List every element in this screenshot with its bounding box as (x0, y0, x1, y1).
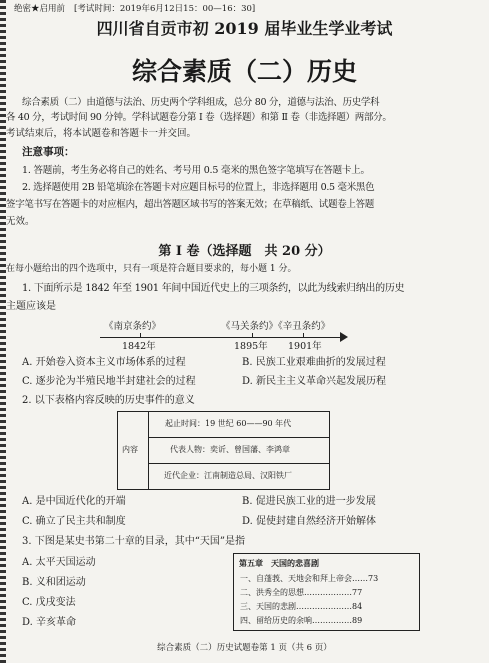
q2-option-a: A. 是中国近代化的开端 (22, 496, 126, 507)
exam-time: [考试时间：2019年6月12日15：00—16：30] (74, 4, 256, 14)
page-footer: 综合素质（二）历史试题卷第 1 页（共 6 页） (157, 643, 332, 653)
q1-option-d: D. 新民主主义革命兴起发展历程 (242, 376, 387, 387)
paper-subtitle: 综合素质（二）历史 (131, 57, 357, 86)
q1-option-c: C. 逐步沦为半殖民地半封建社会的过程 (22, 376, 196, 387)
q2-option-d: D. 促使封建自然经济开始解体 (242, 516, 377, 527)
notes-heading: 注意事项： (22, 146, 75, 158)
q3-stem: 3. 下图是某史书第二十章的目录，其中“天国”是指 (22, 536, 245, 547)
treaty-maguan-xinchou: 《马关条约》《辛丑条约》 (221, 321, 331, 332)
q2-row-enterprises: 近代企业：江南制造总局、汉阳铁厂 (164, 471, 292, 480)
q3-option-a: A. 太平天国运动 (22, 557, 96, 568)
intro-line-3: 考试结束后，将本试题卷和答题卡一并交回。 (6, 128, 197, 139)
tick-1895 (252, 333, 253, 338)
q1-option-b: B. 民族工业艰难曲折的发展过程 (242, 357, 386, 368)
q3-option-c: C. 戊戌变法 (22, 597, 76, 608)
q2-option-c: C. 确立了民主共和制度 (22, 516, 126, 527)
note-1: 1. 答题前，考生务必将自己的姓名、考号用 0.5 毫米的黑色签字笔填写在答题卡上。 (22, 165, 370, 176)
year-1901: 1901年 (288, 341, 322, 352)
q3-option-b: B. 义和团运动 (22, 577, 86, 588)
intro-line-2: 各 40 分，考试时间 90 分钟。学科试题卷分第 Ⅰ 卷（选择题）和第 Ⅱ 卷（非选择题）两部分。 (6, 112, 392, 123)
intro-line-1: 综合素质（二）由道德与法治、历史两个学科组成，总分 80 分，道德与法治、历史学科 (22, 97, 380, 108)
section-heading: 第 Ⅰ 卷（选择题 共 20 分） (158, 244, 331, 259)
tick-1901 (303, 333, 304, 338)
secret-label: 绝密★启用前 (14, 4, 66, 14)
q2-row-line-2 (148, 463, 329, 464)
q2-row-time: 起止时间：19 世纪 60——90 年代 (165, 419, 292, 428)
note-2b: 签字笔书写在答题卡的对应框内，超出答题区域书写的答案无效；在草稿纸、试题卷上答题 (6, 199, 375, 210)
binding-edge (0, 0, 6, 663)
q2-row-line-1 (148, 437, 329, 438)
toc-item-4: 四、留给历史的余响……………89 (240, 616, 363, 625)
q2-table-divider (148, 411, 149, 489)
q1-stem-2: 主题应该是 (6, 301, 56, 312)
q1-stem-1: 1. 下面所示是 1842 年至 1901 年间中国近代史上的三项条约，以此为线索归纳出的历史 (22, 283, 405, 294)
toc-item-1: 一、自蓬莪、天地会和拜上帝会……73 (240, 574, 379, 583)
year-1842: 1842年 (122, 341, 156, 352)
exam-title: 四川省自贡市初 2019 届毕业生学业考试 (96, 19, 393, 38)
timeline-arrow-icon (340, 332, 348, 342)
q1-option-a: A. 开始卷入资本主义市场体系的过程 (22, 357, 186, 368)
q3-option-d: D. 辛亥革命 (22, 617, 77, 628)
note-2c: 无效。 (6, 216, 35, 227)
toc-item-3: 三、天国的悲剧…………………84 (240, 602, 363, 611)
q2-row-people: 代表人物：奕䜣、曾国藩、李鸿章 (170, 445, 290, 454)
q2-table-side-label: 内容 (122, 445, 138, 454)
q2-stem: 2. 以下表格内容反映的历史事件的意义 (22, 395, 195, 406)
timeline-axis (100, 337, 344, 338)
year-1895: 1895年 (234, 341, 268, 352)
tick-1842 (140, 333, 141, 338)
q2-option-b: B. 促进民族工业的进一步发展 (242, 496, 376, 507)
section-instruction: 在每小题给出的四个选项中，只有一项是符合题目要求的，每小题 1 分。 (6, 264, 297, 274)
treaty-nanjing: 《南京条约》 (104, 321, 162, 332)
toc-item-2: 二、洪秀全的思想………………77 (240, 588, 363, 597)
note-2a: 2. 选择题使用 2B 铅笔填涂在答题卡对应题目标号的位置上，非选择题用 0.5 毫米黑色 (22, 182, 375, 193)
toc-title: 第五章 天国的悲喜剧 (239, 558, 319, 568)
